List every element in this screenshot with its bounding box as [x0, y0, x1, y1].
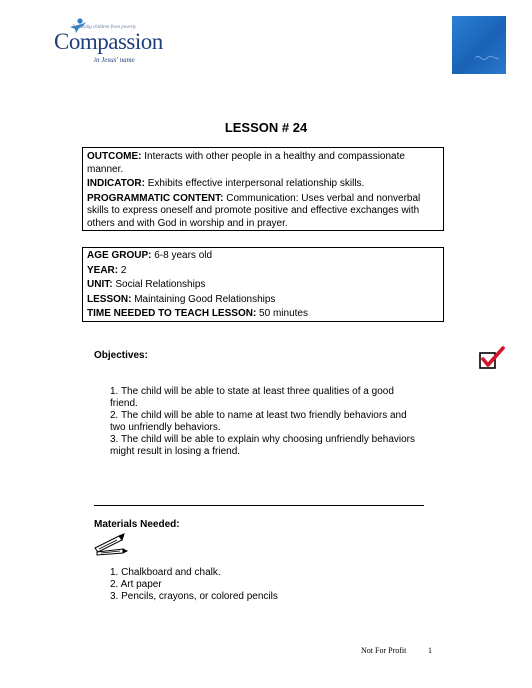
outcome-label: OUTCOME: — [87, 151, 142, 162]
age-group-label: AGE GROUP: — [87, 250, 152, 261]
page-number: 1 — [428, 646, 432, 655]
indicator-line — [87, 178, 439, 191]
year-line — [87, 265, 439, 278]
blue-decorative-patch — [452, 16, 506, 74]
content-label: PROGRAMMATIC CONTENT: — [87, 192, 224, 204]
objectives-heading: Objectives: — [94, 350, 148, 361]
time-value: 50 minutes — [256, 308, 308, 319]
lesson-value: Maintaining Good Relationships — [131, 293, 276, 305]
indicator-label: INDICATOR: — [87, 178, 145, 189]
list-item: 3. Pencils, crayons, or colored pencils — [110, 591, 278, 602]
time-line — [87, 308, 439, 321]
unit-value: Social Relationships — [112, 279, 206, 290]
lesson-label: LESSON: — [87, 293, 132, 305]
logo-subtitle: in Jesus' name — [94, 56, 135, 64]
checkbox-checkmark-icon — [478, 346, 506, 372]
age-group-line — [87, 250, 439, 263]
list-item: 1. Chalkboard and chalk. — [110, 567, 221, 578]
outcome-line — [87, 151, 439, 176]
year-label: YEAR: — [87, 264, 119, 276]
pencils-icon — [93, 532, 129, 556]
outcome-text: Interacts with other people in a healthy and compassionate manner. — [87, 151, 405, 175]
materials-list — [110, 567, 410, 603]
unit-label: UNIT: — [87, 279, 113, 290]
lesson-line — [87, 294, 439, 307]
indicator-text: Exhibits effective interpersonal relationship skills. — [144, 178, 365, 189]
materials-heading: Materials Needed: — [94, 519, 180, 530]
content-text: Communication: Uses verbal and nonverbal skills to express oneself and promote positive and effective exchanges with others and with God in worship and in prayer. — [87, 192, 421, 229]
scribble-mark — [474, 54, 500, 60]
footer-text: Not For Profit — [361, 646, 407, 655]
lesson-title: LESSON # 24 — [224, 120, 308, 135]
divider-line — [94, 505, 424, 506]
age-group-value: 6-8 years old — [151, 250, 213, 261]
list-item: 2. The child will be able to name at least two friendly behaviors and two unfriendly behaviors. — [110, 410, 407, 433]
compassion-logo — [54, 24, 174, 68]
list-item: 1. The child will be able to state at least three qualities of a good friend. — [110, 386, 394, 409]
year-value: 2 — [118, 264, 127, 276]
logo-name: Compassion — [54, 29, 163, 54]
objectives-list — [110, 386, 420, 458]
list-item: 2. Art paper — [110, 579, 162, 590]
list-item: 3. The child will be able to explain why choosing unfriendly behaviors might result in losing a friend. — [110, 434, 415, 457]
outcome-box — [82, 147, 444, 231]
lesson-details-box — [82, 247, 444, 322]
content-line — [87, 193, 439, 231]
logo-tagline: Releasing children from poverty — [72, 25, 137, 30]
time-label: TIME NEEDED TO TEACH LESSON: — [87, 308, 257, 319]
unit-line — [87, 279, 439, 292]
